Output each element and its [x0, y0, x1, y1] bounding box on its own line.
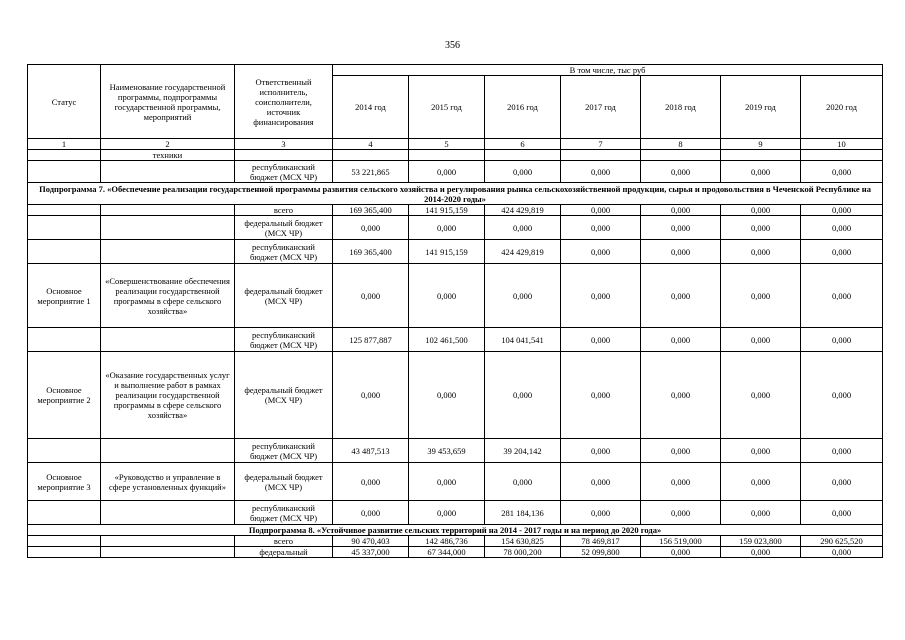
value-cell: 141 915,159: [409, 205, 485, 216]
header-year: 2016 год: [485, 76, 561, 139]
value-cell: 0,000: [485, 264, 561, 328]
value-cell: 0,000: [409, 352, 485, 439]
value-cell: 281 184,136: [485, 501, 561, 525]
value-cell: 290 625,520: [801, 536, 883, 547]
value-cell: 156 519,000: [641, 536, 721, 547]
table-row: [28, 150, 883, 161]
value-cell: 0,000: [721, 463, 801, 501]
value-cell: 0,000: [801, 439, 883, 463]
value-cell: 0,000: [409, 264, 485, 328]
value-cell: 0,000: [721, 216, 801, 240]
subprogram-title: Подпрограмма 7. «Обеспечение реализации государственной программы развития сельского хозяйства и регулирования рынка сельскохозяйственной продукции, сырья и продовольствия в Чеченской Республике на 2014-2020 годы»: [28, 183, 883, 205]
subprogram-title: Подпрограмма 8. «Устойчивое развитие сельских территорий на 2014 - 2017 годы и на период до 2020 года»: [28, 525, 883, 536]
table-row: [28, 216, 883, 240]
col-number: 1: [28, 139, 101, 150]
row-source: республиканский бюджет (МСХ ЧР): [235, 240, 333, 264]
col-number: 5: [409, 139, 485, 150]
value-cell: 0,000: [801, 161, 883, 183]
row-source: республиканский бюджет (МСХ ЧР): [235, 328, 333, 352]
value-cell: 0,000: [721, 264, 801, 328]
value-cell: 0,000: [561, 352, 641, 439]
value-cell: 0,000: [641, 161, 721, 183]
value-cell: 0,000: [641, 216, 721, 240]
row-status: Основное мероприятие 1: [28, 264, 101, 328]
header-name: Наименование государственной программы, подпрограммы государственной программы, мероприятий: [101, 65, 235, 139]
table-row: [28, 547, 883, 558]
table-row: [28, 328, 883, 352]
value-cell: 0,000: [333, 352, 409, 439]
table-row: [28, 161, 883, 183]
table-row: [28, 501, 883, 525]
row-name: «Руководство и управление в сфере установленных функций»: [101, 463, 235, 501]
row-name: «Совершенствование обеспечения реализации государственной программы в сфере сельского хозяйства»: [101, 264, 235, 328]
value-cell: 0,000: [721, 352, 801, 439]
value-cell: 0,000: [641, 205, 721, 216]
value-cell: 0,000: [561, 205, 641, 216]
value-cell: 0,000: [641, 501, 721, 525]
value-cell: 125 877,887: [333, 328, 409, 352]
value-cell: 0,000: [561, 216, 641, 240]
header-executor: Ответственный исполнитель, соисполнители, источник финансирования: [235, 65, 333, 139]
value-cell: 0,000: [333, 463, 409, 501]
header-year: 2019 год: [721, 76, 801, 139]
value-cell: 0,000: [641, 439, 721, 463]
row-source: федеральный бюджет (МСХ ЧР): [235, 352, 333, 439]
value-cell: 104 041,541: [485, 328, 561, 352]
value-cell: 90 470,403: [333, 536, 409, 547]
header-in-total: В том числе, тыс руб: [333, 65, 883, 76]
row-source: республиканский бюджет (МСХ ЧР): [235, 161, 333, 183]
col-number: 7: [561, 139, 641, 150]
value-cell: 0,000: [333, 216, 409, 240]
header-year: 2017 год: [561, 76, 641, 139]
row-name: техники: [101, 150, 235, 161]
value-cell: 141 915,159: [409, 240, 485, 264]
value-cell: 0,000: [561, 328, 641, 352]
col-number: 9: [721, 139, 801, 150]
value-cell: 0,000: [561, 439, 641, 463]
value-cell: 0,000: [561, 161, 641, 183]
row-source: федеральный бюджет (МСХ ЧР): [235, 264, 333, 328]
value-cell: 39 204,142: [485, 439, 561, 463]
value-cell: 0,000: [801, 352, 883, 439]
budget-table: [27, 64, 883, 558]
value-cell: 142 486,736: [409, 536, 485, 547]
value-cell: 52 099,800: [561, 547, 641, 558]
row-status: Основное мероприятие 3: [28, 463, 101, 501]
col-number: 2: [101, 139, 235, 150]
value-cell: 0,000: [801, 501, 883, 525]
header-status: Статус: [28, 65, 101, 139]
subprogram-row: [28, 183, 883, 205]
table-row: [28, 352, 883, 439]
value-cell: 0,000: [333, 264, 409, 328]
value-cell: 0,000: [561, 264, 641, 328]
value-cell: 0,000: [721, 547, 801, 558]
table-row: [28, 536, 883, 547]
table-row: [28, 240, 883, 264]
value-cell: 0,000: [485, 463, 561, 501]
value-cell: 154 630,825: [485, 536, 561, 547]
header-year: 2014 год: [333, 76, 409, 139]
value-cell: 0,000: [561, 240, 641, 264]
value-cell: 0,000: [641, 264, 721, 328]
value-cell: 78 000,200: [485, 547, 561, 558]
value-cell: 0,000: [721, 240, 801, 264]
col-number: 4: [333, 139, 409, 150]
value-cell: 424 429,819: [485, 205, 561, 216]
row-status: Основное мероприятие 2: [28, 352, 101, 439]
col-number: 6: [485, 139, 561, 150]
page-number: 356: [445, 40, 460, 51]
value-cell: 0,000: [801, 264, 883, 328]
value-cell: 0,000: [801, 463, 883, 501]
value-cell: 53 221,865: [333, 161, 409, 183]
value-cell: 78 469,817: [561, 536, 641, 547]
value-cell: 0,000: [721, 161, 801, 183]
value-cell: 39 453,659: [409, 439, 485, 463]
value-cell: 45 337,000: [333, 547, 409, 558]
header-year: 2015 год: [409, 76, 485, 139]
row-source: федеральный бюджет (МСХ ЧР): [235, 463, 333, 501]
row-source: всего: [235, 536, 333, 547]
row-name: «Оказание государственных услуг и выполнение работ в рамках реализации государственной программы в сфере сельского хозяйства»: [101, 352, 235, 439]
value-cell: 0,000: [641, 240, 721, 264]
col-number: 10: [801, 139, 883, 150]
value-cell: 0,000: [409, 161, 485, 183]
value-cell: 0,000: [801, 240, 883, 264]
value-cell: 43 487,513: [333, 439, 409, 463]
value-cell: 0,000: [641, 547, 721, 558]
value-cell: 0,000: [801, 547, 883, 558]
value-cell: 0,000: [409, 216, 485, 240]
value-cell: 0,000: [485, 216, 561, 240]
value-cell: 159 023,800: [721, 536, 801, 547]
value-cell: 67 344,000: [409, 547, 485, 558]
value-cell: 0,000: [801, 328, 883, 352]
table-row: [28, 205, 883, 216]
row-source: республиканский бюджет (МСХ ЧР): [235, 439, 333, 463]
value-cell: 0,000: [641, 352, 721, 439]
col-number: 3: [235, 139, 333, 150]
value-cell: 102 461,500: [409, 328, 485, 352]
value-cell: 0,000: [409, 463, 485, 501]
value-cell: 0,000: [721, 439, 801, 463]
col-number: 8: [641, 139, 721, 150]
value-cell: 0,000: [721, 205, 801, 216]
subprogram-row: [28, 525, 883, 536]
value-cell: 424 429,819: [485, 240, 561, 264]
header-year: 2020 год: [801, 76, 883, 139]
row-source: федеральный: [235, 547, 333, 558]
value-cell: 0,000: [485, 352, 561, 439]
value-cell: 0,000: [721, 501, 801, 525]
table-row: [28, 264, 883, 328]
value-cell: 0,000: [801, 205, 883, 216]
row-source: всего: [235, 205, 333, 216]
value-cell: 0,000: [409, 501, 485, 525]
row-source: республиканский бюджет (МСХ ЧР): [235, 501, 333, 525]
value-cell: 0,000: [801, 216, 883, 240]
table-row: [28, 439, 883, 463]
header-year: 2018 год: [641, 76, 721, 139]
value-cell: 169 365,400: [333, 205, 409, 216]
value-cell: 0,000: [561, 501, 641, 525]
value-cell: 169 365,400: [333, 240, 409, 264]
value-cell: 0,000: [641, 463, 721, 501]
value-cell: 0,000: [641, 328, 721, 352]
value-cell: 0,000: [485, 161, 561, 183]
table-row: [28, 463, 883, 501]
value-cell: 0,000: [333, 501, 409, 525]
value-cell: 0,000: [721, 328, 801, 352]
row-source: федеральный бюджет (МСХ ЧР): [235, 216, 333, 240]
value-cell: 0,000: [561, 463, 641, 501]
